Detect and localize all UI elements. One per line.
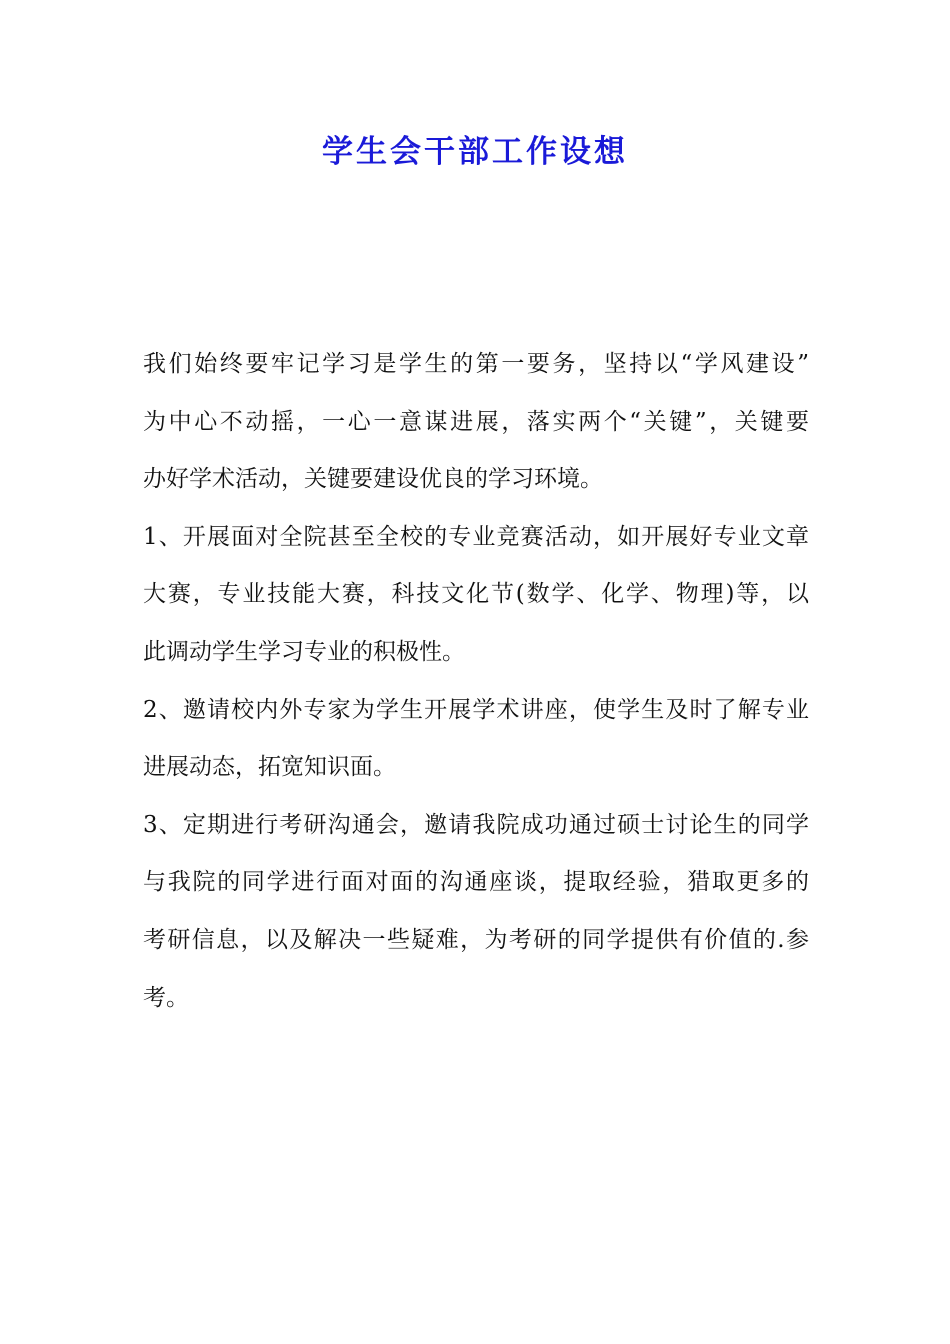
paragraph-1-line-1: 我们始终要牢记学习是学生的第一要务，坚持以“学风建设” [143,351,809,377]
item-3-line-3: 考研信息，以及解决一些疑难，为考研的同学提供有价值的.参 [143,926,809,953]
item-1-line-1: 1、开展面对全院甚至全校的专业竞赛活动，如开展好专业文章 [143,523,809,550]
item-2-line-2: 进展动态，拓宽知识面。 [143,754,396,781]
item-3-line-2: 与我院的同学进行面对面的沟通座谈，提取经验，猎取更多的 [143,869,809,896]
paragraph-1-line-2: 为中心不动摇，一心一意谋进展，落实两个“关键”，关键要 [143,408,809,435]
document-title: 学生会干部工作设想 [322,134,628,170]
item-1-line-2: 大赛，专业技能大赛，科技文化节(数学、化学、物理)等，以 [143,581,809,608]
item-1-line-3: 此调动学生学习专业的积极性。 [143,638,465,665]
item-3-line-1: 3、定期进行考研沟通会，邀请我院成功通过硕士讨论生的同学 [143,811,809,838]
item-3-line-4: 考。 [143,984,189,1011]
document-body [143,336,809,1027]
paragraph-1-line-3: 办好学术活动，关键要建设优良的学习环境。 [143,466,603,493]
item-2-line-1: 2、邀请校内外专家为学生开展学术讲座，使学生及时了解专业 [143,696,809,723]
